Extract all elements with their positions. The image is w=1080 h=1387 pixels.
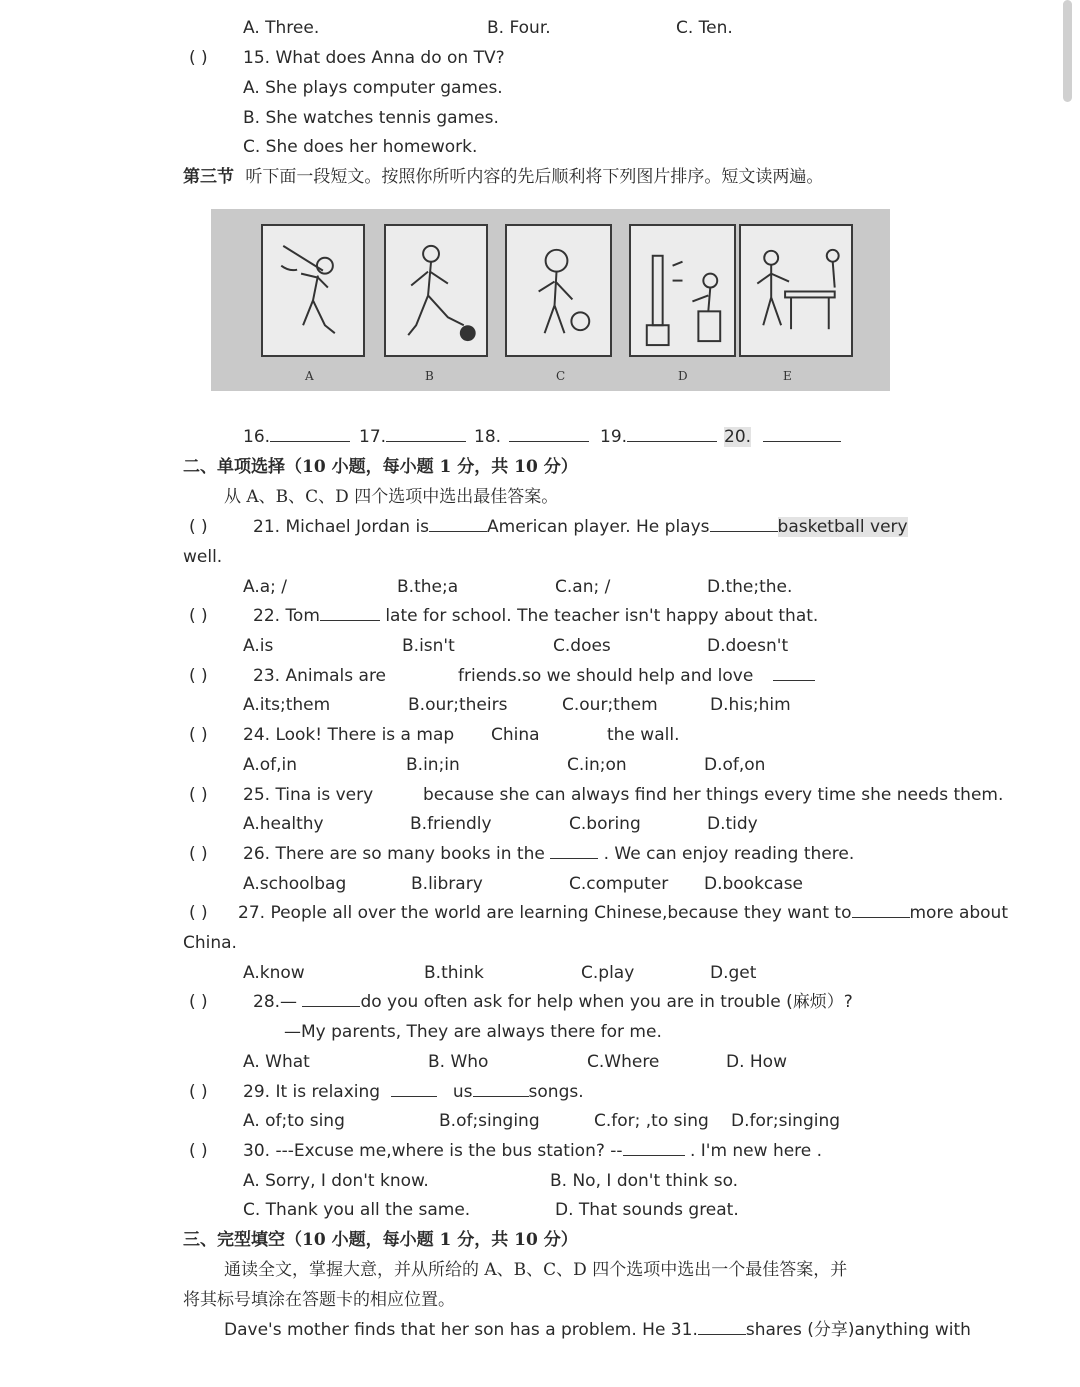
q23-option-a: A.its;them bbox=[243, 695, 331, 715]
section3-text: 听下面一段短文。按照你所听内容的先后顺利将下列图片排序。短文读两遍。 bbox=[245, 167, 824, 187]
picture-label-c: C bbox=[556, 369, 566, 383]
q15-option-c: C. She does her homework. bbox=[243, 137, 478, 157]
baseball-batter-icon bbox=[261, 224, 365, 357]
q24-option-a: A.of,in bbox=[243, 755, 298, 775]
answer-paren: ( ) bbox=[189, 844, 208, 864]
q15-stem: 15. What does Anna do on TV? bbox=[243, 48, 505, 68]
ping-pong-players-icon bbox=[739, 224, 853, 357]
q24-option-d: D.of,on bbox=[704, 755, 766, 775]
q29-option-b: B.of;singing bbox=[439, 1111, 540, 1131]
q26-option-a: A.schoolbag bbox=[243, 874, 347, 894]
q29-stem: 29. It is relaxing us songs. bbox=[243, 1082, 584, 1102]
q28-stem: 28.— do you often ask for help when you are in trouble (麻烦）? bbox=[253, 992, 853, 1012]
q30-option-c: C. Thank you all the same. bbox=[243, 1200, 471, 1220]
picture-label-a: A bbox=[305, 369, 314, 383]
q30-stem: 30. ---Excuse me,where is the bus station? -- . I'm new here . bbox=[243, 1141, 823, 1161]
q29-option-c: C.for; ,to sing bbox=[594, 1111, 709, 1131]
q22-option-d: D.doesn't bbox=[707, 636, 789, 656]
q28-reply: —My parents, They are always there for me. bbox=[284, 1022, 662, 1042]
q25-option-c: C.boring bbox=[569, 814, 641, 834]
q21-option-b: B.the;a bbox=[397, 577, 459, 597]
q24-stem-a: 24. Look! There is a map bbox=[243, 725, 455, 745]
q23-option-b: B.our;theirs bbox=[408, 695, 508, 715]
q25-option-a: A.healthy bbox=[243, 814, 324, 834]
q26-option-d: D.bookcase bbox=[704, 874, 804, 894]
answer-paren: ( ) bbox=[189, 517, 208, 537]
picture-label-b: B bbox=[425, 369, 434, 383]
q25-stem-b: because she can always find her things every time she needs them. bbox=[423, 785, 1004, 805]
q23-option-c: C.our;them bbox=[562, 695, 658, 715]
q24-stem-c: the wall. bbox=[607, 725, 680, 745]
q30-option-b: B. No, I don't think so. bbox=[550, 1171, 739, 1191]
q21-option-c: C.an; / bbox=[555, 577, 611, 597]
answer-20: 20. bbox=[724, 426, 841, 448]
q27-option-a: A.know bbox=[243, 963, 305, 983]
q27-stem: 27. People all over the world are learning Chinese,because they want to more about bbox=[238, 903, 1008, 923]
q25-option-d: D.tidy bbox=[707, 814, 758, 834]
part3-heading: 三、完型填空（10 小题，每小题 1 分，共 10 分） bbox=[183, 1230, 578, 1250]
q23-option-d: D.his;him bbox=[710, 695, 791, 715]
answer-17: 17. bbox=[359, 426, 466, 448]
tv-watcher-icon bbox=[629, 224, 736, 357]
q15-option-b: B. She watches tennis games. bbox=[243, 108, 499, 128]
q30-option-d: D. That sounds great. bbox=[555, 1200, 739, 1220]
q29-option-d: D.for;singing bbox=[731, 1111, 841, 1131]
q23-stem-a: 23. Animals are bbox=[253, 666, 387, 686]
q14-option-b: B. Four. bbox=[487, 18, 551, 38]
part2-heading: 二、单项选择（10 小题，每小题 1 分，共 10 分） bbox=[183, 457, 578, 477]
q22-option-b: B.isn't bbox=[402, 636, 455, 656]
picture-strip bbox=[211, 209, 890, 391]
answer-paren: ( ) bbox=[189, 666, 208, 686]
answer-paren: ( ) bbox=[189, 992, 208, 1012]
q21-stem-cont: well. bbox=[183, 547, 223, 567]
q26-option-b: B.library bbox=[411, 874, 483, 894]
answer-paren: ( ) bbox=[189, 1082, 208, 1102]
q28-option-c: C.Where bbox=[587, 1052, 660, 1072]
q27-option-c: C.play bbox=[581, 963, 635, 983]
q25-option-b: B.friendly bbox=[410, 814, 492, 834]
q21-stem: 21. Michael Jordan is American player. He plays basketball very bbox=[253, 517, 908, 537]
answer-paren: ( ) bbox=[189, 1141, 208, 1161]
q26-option-c: C.computer bbox=[569, 874, 669, 894]
q21-option-a: A.a; / bbox=[243, 577, 288, 597]
q28-option-d: D. How bbox=[726, 1052, 787, 1072]
q29-option-a: A. of;to sing bbox=[243, 1111, 345, 1131]
soccer-player-icon bbox=[384, 224, 488, 357]
scrollbar[interactable] bbox=[1063, 0, 1072, 102]
q22-option-a: A.is bbox=[243, 636, 274, 656]
part3-passage: Dave's mother finds that her son has a problem. He 31. shares (分享)anything with bbox=[224, 1320, 971, 1340]
q30-option-a: A. Sorry, I don't know. bbox=[243, 1171, 429, 1191]
answer-paren: ( ) bbox=[189, 725, 208, 745]
answer-16: 16. bbox=[243, 426, 350, 448]
basketball-kid-icon bbox=[505, 224, 612, 357]
q14-option-a: A. Three. bbox=[243, 18, 320, 38]
part2-instruction: 从 A、B、C、D 四个选项中选出最佳答案。 bbox=[224, 487, 559, 507]
answer-paren: ( ) bbox=[189, 785, 208, 805]
q24-option-b: B.in;in bbox=[406, 755, 460, 775]
q27-option-d: D.get bbox=[710, 963, 757, 983]
q23-stem-b: friends.so we should help and love bbox=[458, 665, 815, 687]
q27-stem-cont: China. bbox=[183, 933, 237, 953]
picture-label-d: D bbox=[678, 369, 688, 383]
part3-instruction-line2: 将其标号填涂在答题卡的相应位置。 bbox=[183, 1290, 455, 1310]
q24-stem-b: China bbox=[491, 725, 540, 745]
answer-paren: ( ) bbox=[189, 48, 208, 68]
q24-option-c: C.in;on bbox=[567, 755, 627, 775]
q22-stem: 22. Tom late for school. The teacher isn't happy about that. bbox=[253, 606, 819, 626]
q22-option-c: C.does bbox=[553, 636, 611, 656]
q14-option-c: C. Ten. bbox=[676, 18, 733, 38]
section3-label: 第三节 bbox=[183, 167, 234, 187]
answer-paren: ( ) bbox=[189, 903, 208, 923]
section3-heading bbox=[183, 166, 823, 188]
q21-option-d: D.the;the. bbox=[707, 577, 793, 597]
q15-option-a: A. She plays computer games. bbox=[243, 78, 503, 98]
answer-18: 18. bbox=[474, 426, 589, 448]
q26-stem: 26. There are so many books in the . We can enjoy reading there. bbox=[243, 844, 855, 864]
q28-option-a: A. What bbox=[243, 1052, 310, 1072]
part3-instruction-line1: 通读全文，掌握大意，并从所给的 A、B、C、D 四个选项中选出一个最佳答案，并 bbox=[224, 1260, 848, 1280]
answer-19: 19. bbox=[600, 426, 717, 448]
q27-option-b: B.think bbox=[424, 963, 484, 983]
q25-stem-a: 25. Tina is very bbox=[243, 785, 374, 805]
answer-paren: ( ) bbox=[189, 606, 208, 626]
q28-option-b: B. Who bbox=[428, 1052, 489, 1072]
picture-label-e: E bbox=[783, 369, 792, 383]
